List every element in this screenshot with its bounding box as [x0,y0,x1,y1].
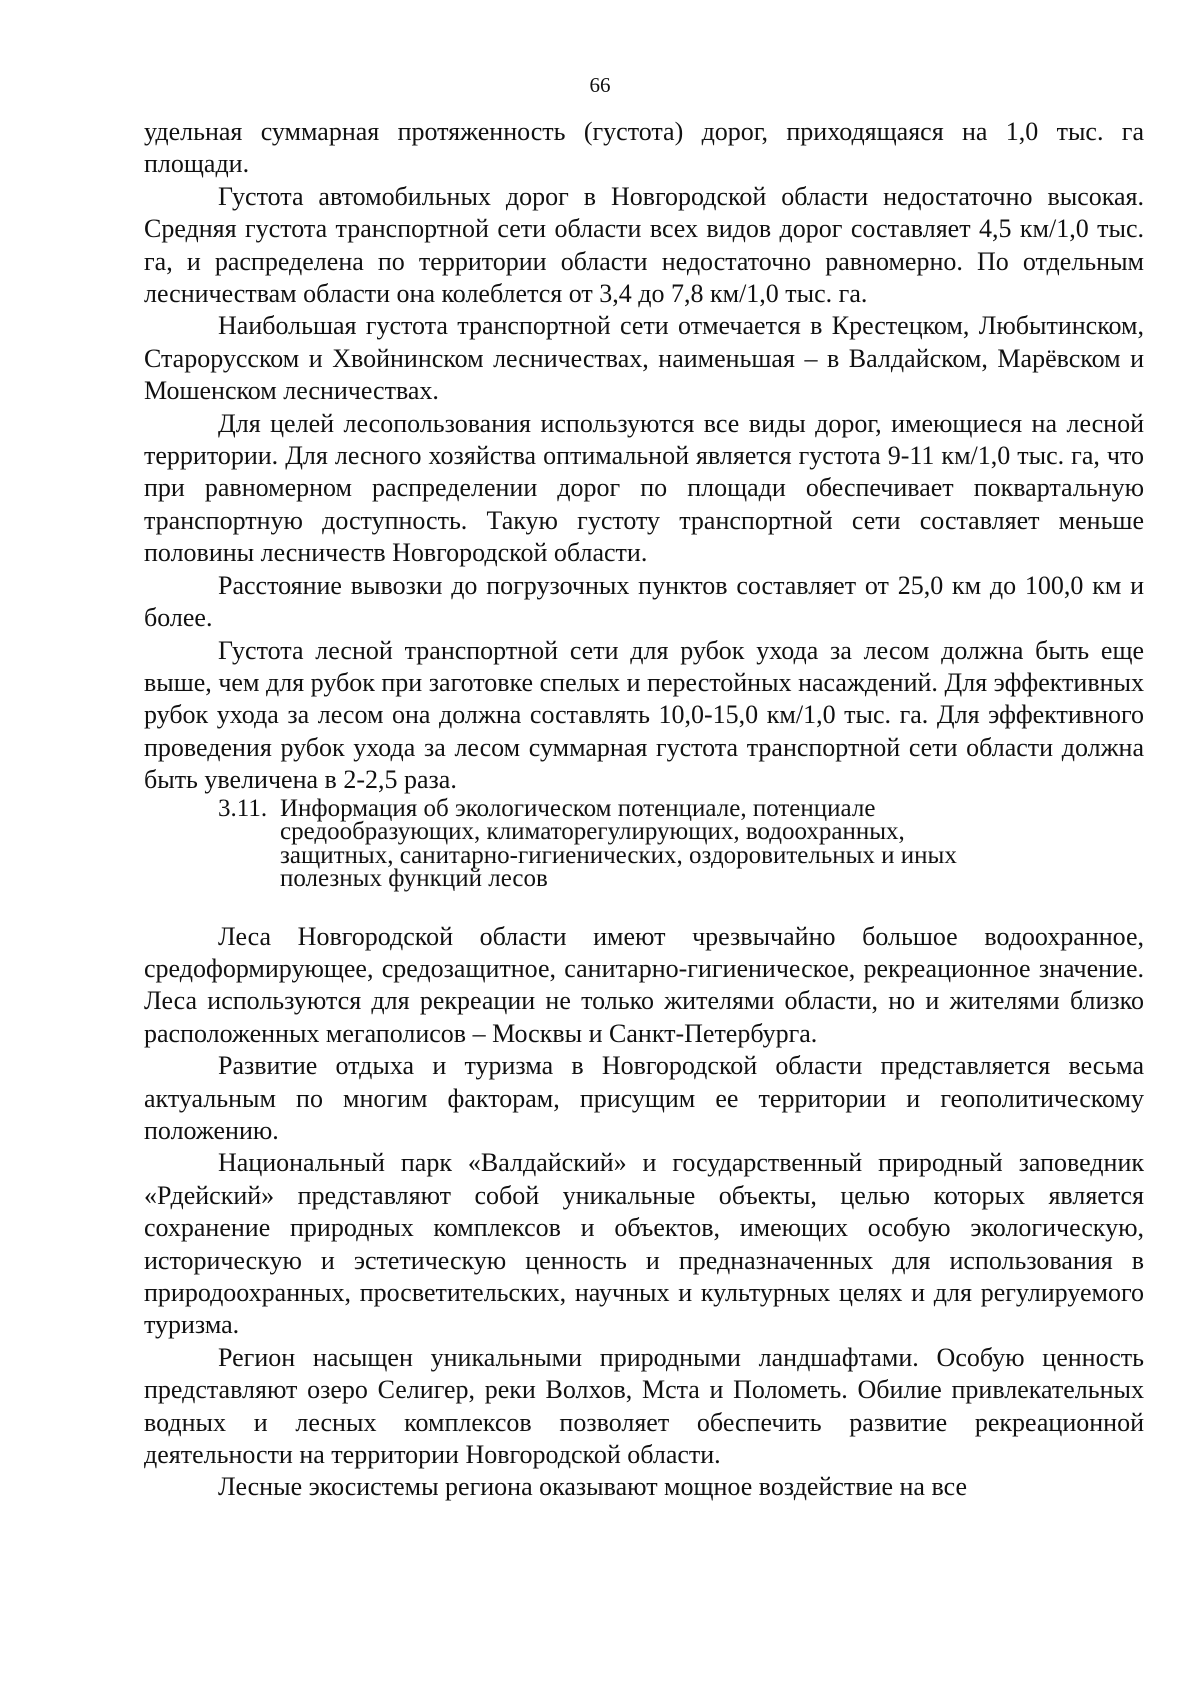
paragraph: Для целей лесопользования используются все виды дорог, имеющиеся на лесной территории. Для лесного хозяйства оптимальной является густота 9-11 км/1,0 тыс. га, что при равномерном распределении дорог по площади обеспечивает поквартальную транспортную доступность. Такую густоту транспортной сети составляет меньше половины лесничеств Новгородской области. [144,408,1144,568]
section-number: 3.11. [218,794,268,822]
document-body [144,116,1144,1504]
section-title-line: средообразующих, климаторегулирующих, водоохранных, [280,818,905,846]
paragraph: Леса Новгородской области имеют чрезвычайно большое водоохранное, средоформирующее, средозащитное, санитарно-гигиеническое, рекреационное значение. Леса используются для рекреации не только жителями области, но и жителями близко расположенных мегаполисов – Москвы и Санкт-Петербурга. [144,921,1144,1048]
page-number: 66 [589,73,611,97]
paragraph: Регион насыщен уникальными природными ландшафтами. Особую ценность представляют озеро Селигер, реки Волхов, Мста и Полометь. Обилие привлекательных водных и лесных комплексов позволяет обеспечить развитие рекреационной деятельности на территории Новгородской области. [144,1342,1144,1470]
paragraph: Лесные экосистемы региона оказывают мощное воздействие на все [218,1472,967,1502]
paragraph: Густота лесной транспортной сети для рубок ухода за лесом должна быть еще выше, чем для рубок при заготовке спелых и перестойных насаждений. Для эффективных рубок ухода за лесом она должна составлять 10,0-15,0 км/1,0 тыс. га. Для эффективного проведения рубок ухода за лесом суммарная густота транспортной сети области должна быть увеличена в 2-2,5 раза. [144,635,1144,795]
paragraph: Расстояние вывозки до погрузочных пунктов составляет от 25,0 км до 100,0 км и более. [144,570,1144,633]
section-title-line: полезных функций лесов [280,865,548,893]
section-heading [144,794,1144,893]
section-title-line: Информация об экологическом потенциале, потенциале [280,794,876,822]
paragraph: Развитие отдыха и туризма в Новгородской области представляется весьма актуальным по многим факторам, присущим ее территории и геополитическому положению. [144,1051,1144,1145]
spacer [144,891,1144,921]
paragraph: Национальный парк «Валдайский» и государственный природный заповедник «Рдейский» представляют собой уникальные объекты, целью которых является сохранение природных комплексов и объектов, имеющих особую экологическую, историческую и эстетическую ценность и предназначенных для использования в природоохранных, просветительских, научных и культурных целях и для регулируемого туризма. [144,1148,1144,1340]
paragraph: удельная суммарная протяженность (густота) дорог, приходящаяся на 1,0 тыс. га площади. [144,117,1144,179]
paragraph: Наибольшая густота транспортной сети отмечается в Крестецком, Любытинском, Старорусском и Хвойнинском лесничествах, наименьшая – в Валдайском, Марёвском и Мошенском лесничествах. [144,311,1144,406]
paragraph: Густота автомобильных дорог в Новгородской области недостаточно высокая. Средняя густота транспортной сети области всех видов дорог составляет 4,5 км/1,0 тыс. га, и распределена по территории области недостаточно равномерно. По отдельным лесничествам области она колеблется от 3,4 до 7,8 км/1,0 тыс. га. [144,181,1144,309]
section-title-line: защитных, санитарно-гигиенических, оздоровительных и иных [280,841,957,869]
